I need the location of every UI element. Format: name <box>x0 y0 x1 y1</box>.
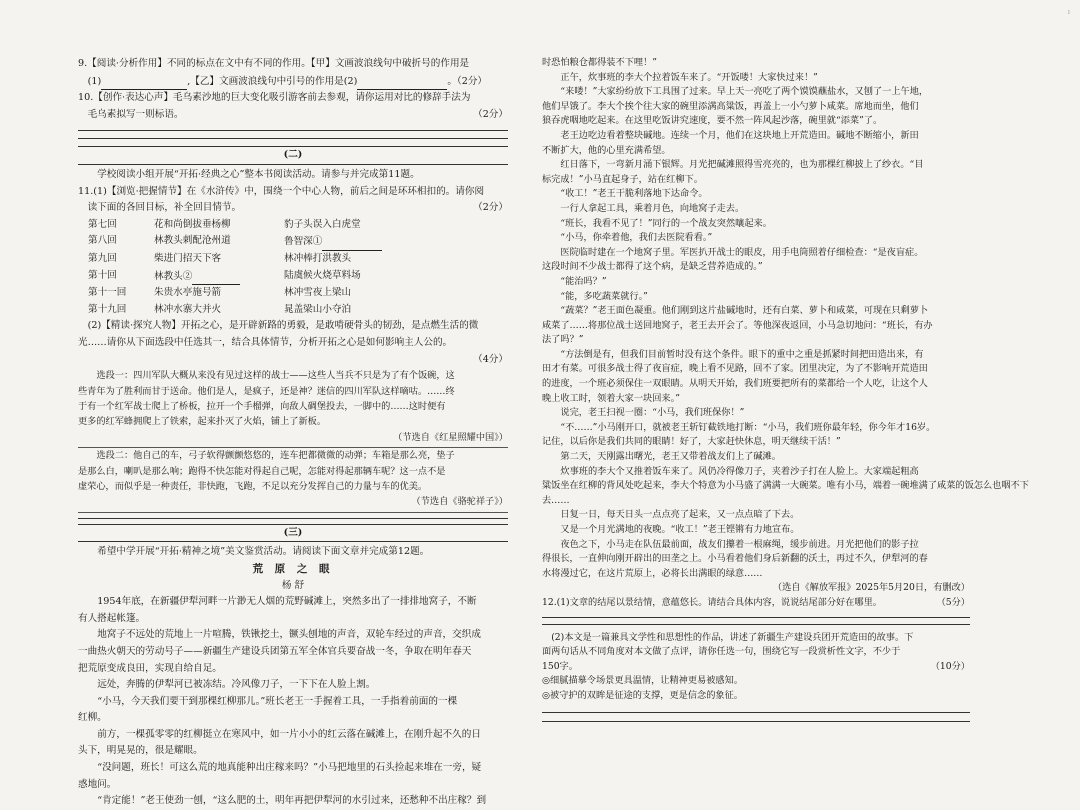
article-line: 一行人拿起工具，乘着月色，向地窝子走去。 <box>560 202 745 214</box>
chapter-blank-1[interactable] <box>322 233 382 251</box>
article-line: 远处，奔腾的伊犁河已被冻结。冷风像刀子，一下下在人脸上割。 <box>97 679 376 691</box>
article-line: 标完成！”小马直起身子，站在红柳下。 <box>542 173 703 185</box>
article-line: 水将漫过它，在这片荒原上，必将长出满眼的绿意…… <box>542 567 763 579</box>
article-line: 有人搭起帐篷。 <box>78 612 146 624</box>
article-body-right <box>542 56 1029 581</box>
excerpt-line: 选段一：四川军队大概从来没有见过这样的战士——这些人当兵不只是为了有个饭碗，这 <box>96 370 455 382</box>
section-2-heading: (二) <box>78 146 508 165</box>
chapter-title-b: 晁盖梁山小夺泊 <box>284 303 352 315</box>
right-column <box>542 56 1029 730</box>
article-line: 的进度，一个班必须保住一双眼睛。从明天开始，我们班要把所有的菜都给一个人吃，让这个人 <box>542 378 928 390</box>
article-line: 得很长，一直伸向刚开辟出的田垄之上。小马看着他们身后新翻的沃土，再过不久，伊犁河的春 <box>542 553 928 565</box>
article-line: 咸菜了……将那位战士送回地窝子，老王去开会了。等他深夜返回，小马急切地问：“班长，有办 <box>542 319 933 331</box>
q12-2-line3: 150字。 （10分） <box>542 660 970 672</box>
article-line: “蔬菜？”老王面色凝重。他们刚到这片盐碱地时，还有白菜、萝卜和咸菜，可现在只剩萝卜 <box>560 305 929 317</box>
option-1: ◎细腻描摹令场景更具温情，让精神更易被感知。 <box>542 675 743 687</box>
chapter-title-b: 林冲棒打洪教头 <box>284 252 352 264</box>
chapter-title-a: 花和尚倒拔垂杨柳 <box>154 218 231 230</box>
article-line: 头下，明晃晃的，很是耀眼。 <box>78 745 203 757</box>
article-line: 田才有菜。可很多战士得了夜盲症，晚上看不见路，回不了家。团里决定，为了不影响开荒造田 <box>542 363 928 375</box>
q9-line2: (1) ,【乙】文画波浪线句中引号的作用是(2) 。（2分） <box>78 73 508 91</box>
q12-2-line2: 面两句话从不同角度对本文做了点评，请你任选一句，围绕它写一段赏析性文字，不少于 <box>542 646 901 658</box>
article-line: “小马，你牵着他，我们去医院看看。” <box>560 232 713 244</box>
article-line: 狼吞虎咽地吃起来。在这里吃饭讲究速度，要不然一阵风起沙落，碗里就“添菜”了。 <box>542 115 883 127</box>
chapter-title-a: 林冲水寨大并火 <box>154 303 222 315</box>
article-line: 第二天，天刚露出曙光，老王又带着战友们上了碱滩。 <box>560 451 781 463</box>
q10-line1: 10.【创作·表达心声】毛乌素沙地的巨大变化吸引游客前去参观，请你运用对比的修辞手法为 <box>78 92 471 104</box>
chapter-title-b: 陆虞候火烧草料场 <box>284 269 361 281</box>
article-line: “收工！”老王干脆利落地下达命令。 <box>560 188 708 200</box>
article-line: 粱饭坐在红柳的背风处吃起来，李大个特意为小马盛了满满一大碗菜。唯有小马，端着一碗堆满了咸菜的饭怎么也咽不下 <box>542 480 1029 492</box>
left-column <box>78 56 508 810</box>
excerpt-line: 于有一个红军战士爬上了桥板，拉开一个手榴弹，向敌人碉堡投去，一脚中的……这时便有 <box>78 400 446 412</box>
q9-line1: 9.【阅读·分析作用】不同的标点在文中有不同的作用。【甲】文画波浪线句中破折号的作用是 <box>78 58 470 69</box>
chapter-title-a: 柴进门招天下客 <box>154 252 222 264</box>
article-line: 把荒原变成良田，实现自给自足。 <box>78 662 222 674</box>
excerpt-1 <box>78 368 508 448</box>
chapter-num: 第九回 <box>88 252 117 264</box>
q9-blank1[interactable] <box>101 73 187 91</box>
article-line: “方法倒是有，但我们目前暂时没有这个条件。眼下的重中之重是抓紧时间把田造出来，有 <box>560 348 924 360</box>
chapter-table <box>78 217 508 319</box>
article-line: 说完，老王扫视一圈：“小马，我们班保你！” <box>560 407 745 419</box>
excerpt-source: （节选自《红星照耀中国》） <box>393 431 508 443</box>
answer-line[interactable] <box>78 138 508 139</box>
article-line: 不断扩大，他的心里充满希望。 <box>542 144 671 156</box>
article-line: 老王边吃边看着整块碱地。连续一个月，他们在这块地上开荒造田。碱地不断缩小，新田 <box>560 129 919 141</box>
article-line: 日复一日，每天日头一点点亮了起来，又一点点暗了下去。 <box>560 509 800 521</box>
article-line: 1954年底，在新疆伊犁河畔一片渺无人烟的荒野碱滩上，突然多出了一排排地窝子，不断 <box>97 596 477 608</box>
chapter-num: 第八回 <box>88 235 117 247</box>
q12-1: 12.(1)文章的结尾以景结情，意蕴悠长。请结合具体内容，说说结尾部分好在哪里。 （5分） <box>542 596 970 608</box>
article-line: “小马，今天我们要干到那棵红柳那儿。”班长老王一手握着工具，一手指着前面的一棵 <box>97 695 458 707</box>
article-line: 医院临时建在一个地窝子里。军医扒开战士的眼皮，用手电筒照着仔细检查：“是夜盲症。 <box>560 246 924 258</box>
article-line: 一曲热火朝天的劳动号子——新疆生产建设兵团第五军全体官兵要奋战一冬，争取在明年春天 <box>78 645 472 657</box>
answer-line[interactable] <box>78 130 508 131</box>
article-line: “班长，我看不见了！”同行的一个战友突然嚷起来。 <box>560 217 772 229</box>
article-line: 夜色之下，小马走在队伍最前面，战友们攥着一根麻绳，缓步前进。月光把他们的影子拉 <box>560 538 919 550</box>
q12-2-line1: (2)本文是一篇兼具文学性和思想性的作品，讲述了新疆生产建设兵团开荒造田的故事。下 <box>551 631 914 643</box>
article-line: 这段时间不少战士都得了这个病，是缺乏营养造成的。” <box>542 261 763 273</box>
article-line: 正午，炊事班的李大个拉着饭车来了。“开饭喽！大家快过来！” <box>560 71 818 83</box>
article-line: 晚上收工时，领着大家一块回来。” <box>542 392 680 404</box>
article-line: 惑地问。 <box>78 778 117 790</box>
answer-line[interactable] <box>542 721 970 722</box>
answer-line[interactable] <box>542 712 970 713</box>
excerpt-line: 虚荣心，而似乎是一种责任，非快跑，飞跑，不足以充分发挥自己的力量与车的优美。 <box>78 480 428 492</box>
article-line: 又是一个月光满地的夜晚。“收工！”老王铿锵有力地宣布。 <box>560 524 800 535</box>
article-line: 前方，一棵孤零零的红柳挺立在寒风中，如一片小小的红云落在碱滩上，在刚升起不久的日 <box>97 728 481 740</box>
article-line: 记住，以后你是我们共同的眼睛！好了，大家赶快休息，明天继续干活！” <box>542 436 841 448</box>
article-line: 法了吗？” <box>542 334 584 346</box>
q10-line2: 毛乌素拟写一则标语。 （2分） <box>87 108 508 120</box>
chapter-num: 第七回 <box>88 218 117 230</box>
chapter-title-a: 朱贵水亭施号箭 <box>154 287 222 299</box>
margin-mark: ı <box>1067 8 1070 16</box>
article-line: 红日落下，一弯新月涌下银辉。月光把碱滩照得雪亮亮的，也为那棵红柳披上了纱衣。“目 <box>560 159 924 171</box>
article-line: “不……”小马刚开口，就被老王斩钉截铁地打断：“小马，我们班你最年轻，你今年才16岁。 <box>560 421 936 433</box>
article-body-left <box>78 594 508 810</box>
answer-line[interactable] <box>542 624 970 625</box>
answer-line[interactable] <box>542 617 970 618</box>
article-line: 红柳。 <box>78 712 107 724</box>
excerpt-line: 些青年为了胜利而甘于送命。他们是人，是疯子，还是神？迷信的四川军队这样嘀咕。……终 <box>78 385 455 397</box>
article-source: （选自《解放军报》2025年5月20日，有删改） <box>772 582 970 594</box>
article-title: 荒 原 之 眼 <box>252 562 334 575</box>
chapter-num: 第十一回 <box>88 287 127 299</box>
section-3-intro: 希望中学开展“开拓·精神之境”美文鉴赏活动。请阅读下面文章并完成第12题。 <box>97 546 430 558</box>
article-line: 时恐怕粮仓都得装不下哩！” <box>542 57 657 68</box>
q9-blank2[interactable] <box>357 73 447 91</box>
article-line: 他们早饿了。李大个挨个往大家的碗里添满高粱饭，再盖上一小勺萝卜咸菜。席地而坐，他们 <box>542 100 919 112</box>
option-2: ◎被守护的双眸是征途的支撑，更是信念的象征。 <box>542 689 743 701</box>
chapter-title-a: 林教头② <box>154 268 284 286</box>
article-line: “肯定能！”老王使劲一刨，“这么肥的土，明年再把伊犁河的水引过来，还愁种不出庄稼？到 <box>97 795 487 807</box>
excerpt-line: 选段二：他自己的车，弓子软得颤颤悠悠的，连车把都微微的动弹；车箱是那么亮，垫子 <box>96 450 455 462</box>
article-line: “来喽！”大家纷纷放下工具围了过来。早上天一亮吃了两个馍馍蘸盐水，又刨了一上午地， <box>560 86 929 98</box>
section-3-heading: (三) <box>78 524 508 543</box>
article-line: “能治吗？” <box>560 275 607 287</box>
chapter-title-b: 鲁智深① <box>284 233 434 251</box>
chapter-title-b: 豹子头误入白虎堂 <box>284 218 361 230</box>
article-line: “没问题，班长！可这么荒的地真能种出庄稼来吗？”小马把地里的石头捡起来堆在一旁，疑 <box>97 762 482 774</box>
excerpt-line: 更多的红军蜂拥爬上了铁索，起来扑灭了火焰，铺上了新板。 <box>78 416 327 428</box>
q11-line2: 读下面的各回目标，补全回目情节。 （2分） <box>87 202 508 214</box>
article-line: 去…… <box>542 494 570 506</box>
excerpt-source: （节选自《骆驼祥子》） <box>411 496 508 508</box>
article-line: “能，多吃蔬菜就行。” <box>560 290 648 302</box>
chapter-num: 第十回 <box>88 269 117 281</box>
section-2-intro: 学校阅读小组开展“开拓·经典之心”整本书阅读活动。请参与并完成第11题。 <box>97 168 420 180</box>
chapter-title-b: 林冲雪夜上梁山 <box>284 287 352 299</box>
answer-line[interactable] <box>78 518 508 519</box>
chapter-blank-2[interactable] <box>192 268 240 286</box>
q11-line1: 11.(1)【浏览·把握情节】在《水浒传》中，围绕一个中心人物，前后之间是环环相扣的。请你阅 <box>78 185 485 197</box>
article-line: 炊事班的李大个又推着饭车来了。风仍冷得像刀子，夹着沙子打在人脸上。大家端起粗高 <box>560 465 919 477</box>
article-author: 杨 舒 <box>281 579 305 591</box>
q11-2-score: （4分） <box>473 353 508 365</box>
chapter-num: 第十九回 <box>88 303 127 315</box>
article-line: 地窝子不远处的荒地上一片喧腾，铁锹挖土，镢头刨地的声音，双轮车经过的声音，交织成 <box>97 629 481 641</box>
chapter-title-a: 林教头刺配沧州道 <box>154 235 231 247</box>
q11-2-line2: 光……请你从下面选段中任选其一，结合具体情节，分析开拓之心是如何影响主人公的。 <box>78 336 453 348</box>
excerpt-2 <box>78 448 508 513</box>
excerpt-line: 是那么白，喇叭是那么响；跑得不快怎能对得起自己呢，怎能对得起那辆车呢？这一点不是 <box>78 465 446 477</box>
q11-2-line1: (2)【精读·探究人物】开拓之心，是开辟新路的勇毅，是敢啃硬骨头的韧劲，是点燃生活的微 <box>87 320 479 332</box>
